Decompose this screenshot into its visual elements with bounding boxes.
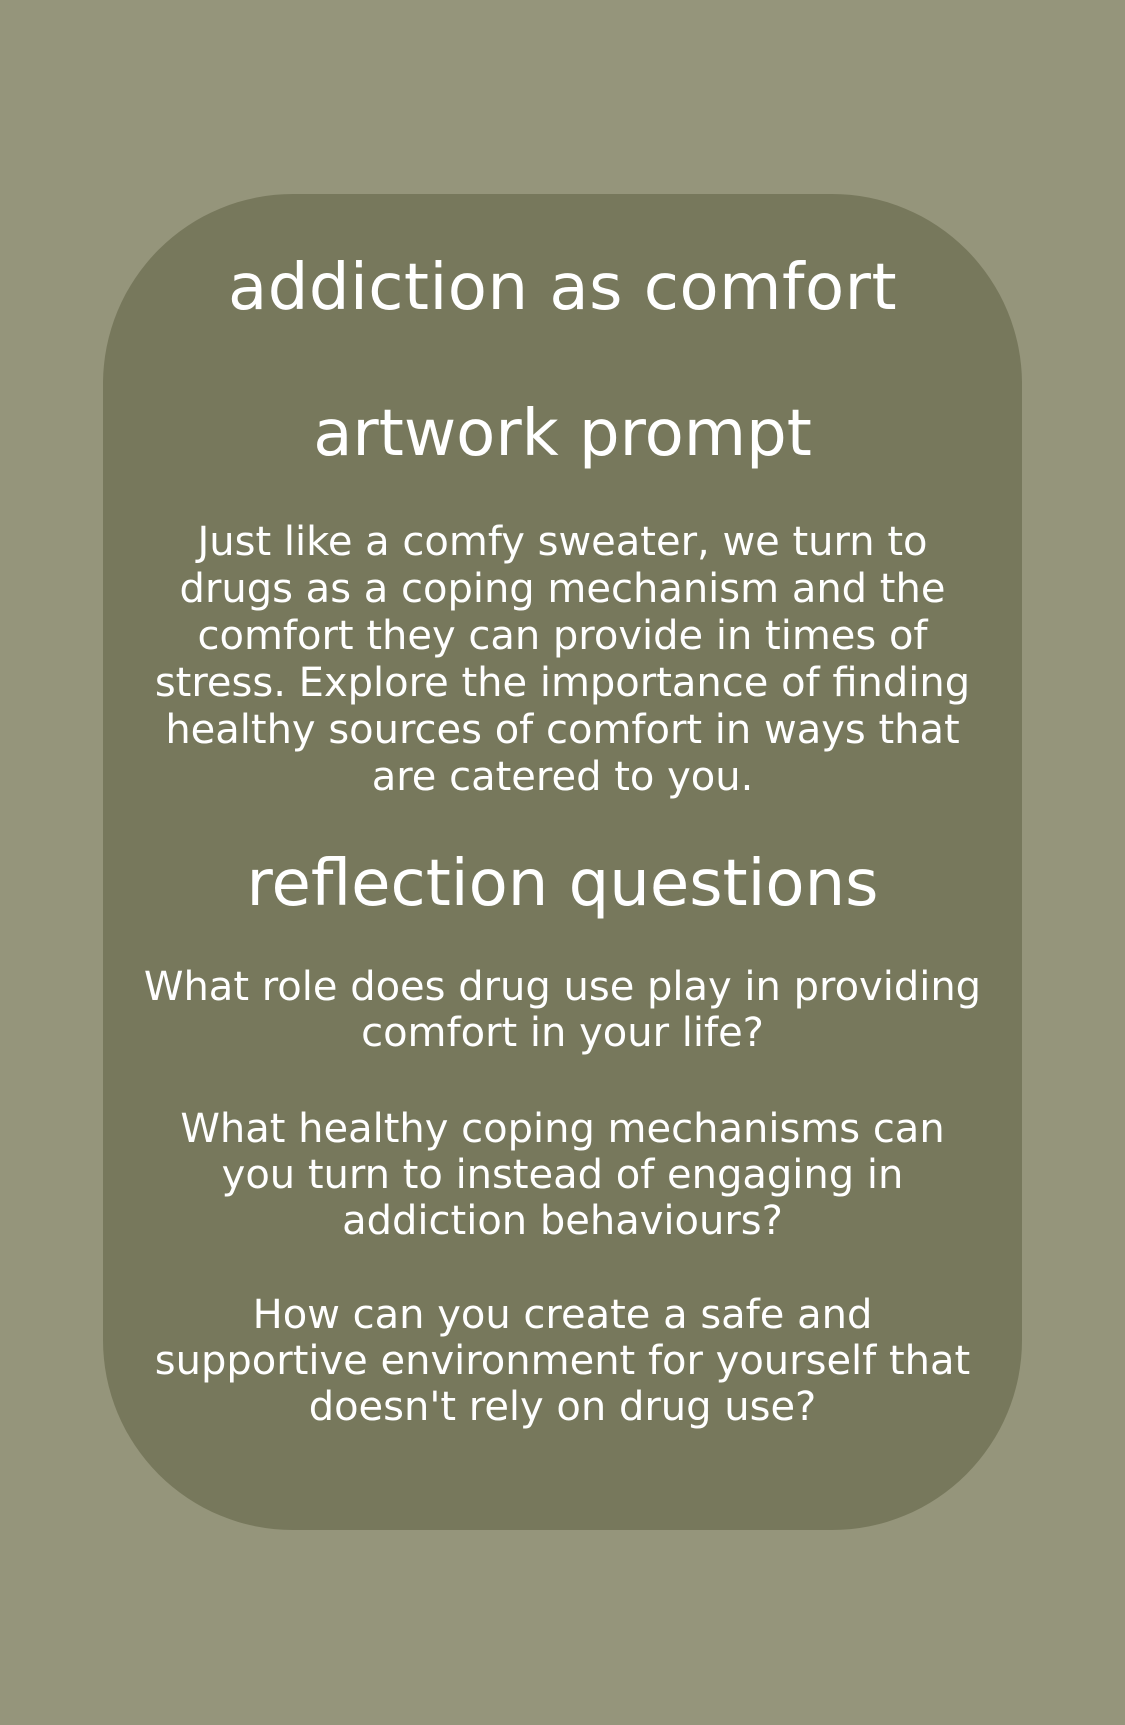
reflection-question-3: How can you create a safe and supportive environment for yourself that doesn't rely on drug use? bbox=[154, 1292, 971, 1430]
reflection-question-2: What healthy coping mechanisms can you turn to instead of engaging in addiction behaviours? bbox=[180, 1106, 945, 1244]
card-title: addiction as comfort bbox=[227, 251, 898, 325]
reflection-question-1: What role does drug use play in providing comfort in your life? bbox=[143, 964, 982, 1056]
reflection-questions-heading: reflection questions bbox=[246, 847, 879, 921]
prompt-card bbox=[103, 194, 1022, 1530]
artwork-prompt-heading: artwork prompt bbox=[313, 397, 812, 471]
artwork-prompt-text: Just like a comfy sweater, we turn to drugs as a coping mechanism and the comfort they can provide in times of stress. Explore the importance of finding healthy sources of comfort in ways that are catered to you. bbox=[154, 519, 971, 800]
